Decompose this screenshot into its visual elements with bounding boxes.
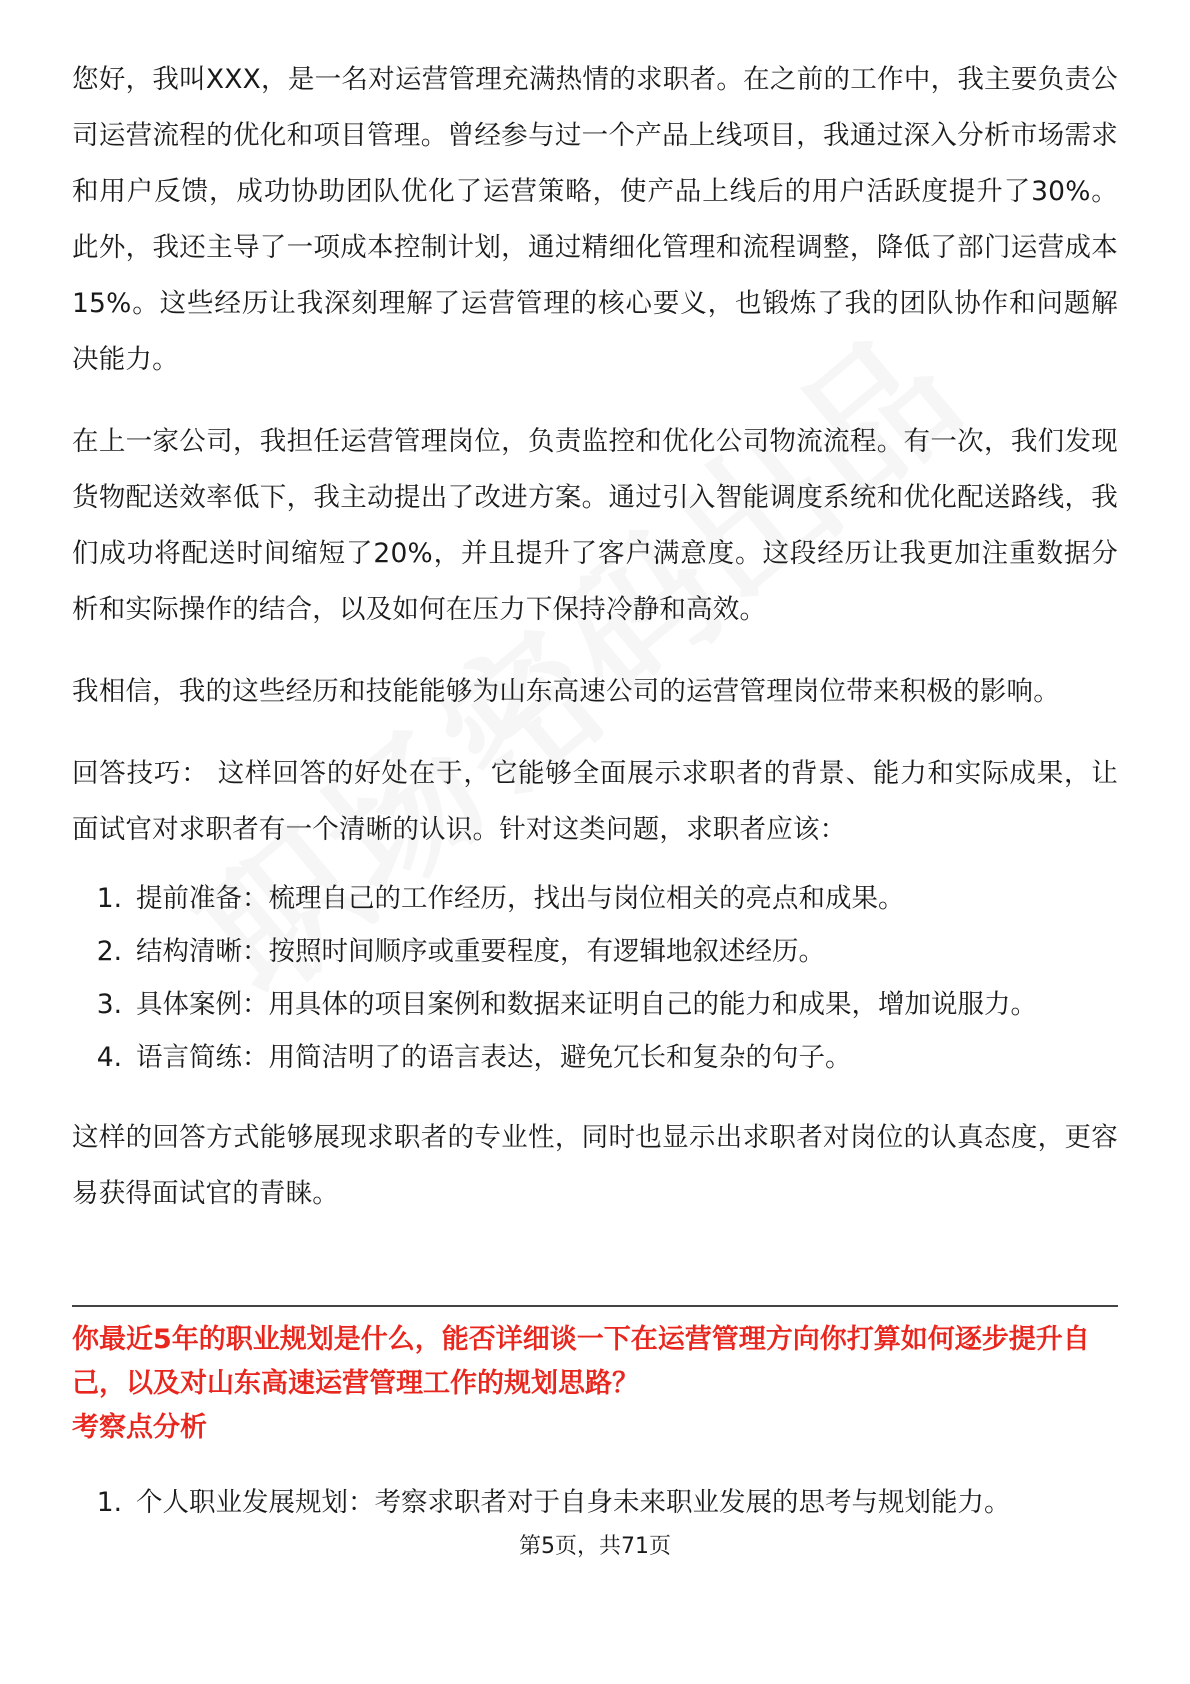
interview-question: 你最近5年的职业规划是什么，能否详细谈一下在运营管理方向你打算如何逐步提升自己，以及对山东高速运营管理工作的规划思路？ (72, 1324, 1090, 1399)
section-divider (72, 1305, 1118, 1307)
paragraph-experience: 在上一家公司，我担任运营管理岗位，负责监控和优化公司物流流程。有一次，我们发现货物配送效率低下，我主动提出了改进方案。通过引入智能调度系统和优化配送路线，我们成功将配送时间缩短了20%，并且提升了客户满意度。这段经历让我更加注重数据分析和实际操作的结合，以及如何在压力下保持冷静和高效。 (72, 426, 1118, 625)
paragraph-closing: 这样的回答方式能够展现求职者的专业性，同时也显示出求职者对岗位的认真态度，更容易获得面试官的青睐。 (72, 1122, 1118, 1209)
page-content (72, 52, 1118, 1248)
list-number: 3. (96, 989, 122, 1020)
list-item (72, 925, 1118, 978)
list-text: 提前准备：梳理自己的工作经历，找出与岗位相关的亮点和成果。 (136, 883, 905, 914)
paragraph-belief: 我相信，我的这些经历和技能能够为山东高速公司的运营管理岗位带来积极的影响。 (72, 676, 1060, 707)
list-item (72, 1031, 1118, 1084)
list-number: 2. (96, 936, 122, 967)
list-item (72, 872, 1118, 925)
tips-list (72, 872, 1118, 1084)
list-number: 1. (96, 883, 122, 914)
list-text: 个人职业发展规划：考察求职者对于自身未来职业发展的思考与规划能力。 (136, 1487, 1011, 1518)
list-number: 1. (96, 1487, 122, 1518)
section-heading: 考察点分析 (72, 1412, 207, 1443)
page-footer: 第5页，共71页 (519, 1534, 671, 1559)
list-item (72, 978, 1118, 1031)
answer-tips: 回答技巧： 这样回答的好处在于，它能够全面展示求职者的背景、能力和实际成果，让面试官对求职者有一个清晰的认识。针对这类问题，求职者应该： (72, 758, 1118, 845)
list-item (72, 1476, 1118, 1529)
list-text: 具体案例：用具体的项目案例和数据来证明自己的能力和成果，增加说服力。 (136, 989, 1037, 1020)
analysis-list (72, 1476, 1118, 1529)
list-text: 结构清晰：按照时间顺序或重要程度，有逻辑地叙述经历。 (136, 936, 825, 967)
list-text: 语言简练：用简洁明了的语言表达，避免冗长和复杂的句子。 (136, 1042, 852, 1073)
list-number: 4. (96, 1042, 122, 1073)
paragraph-intro: 您好，我叫XXX，是一名对运营管理充满热情的求职者。在之前的工作中，我主要负责公司运营流程的优化和项目管理。曾经参与过一个产品上线项目，我通过深入分析市场需求和用户反馈，成功协助团队优化了运营策略，使产品上线后的用户活跃度提升了30%。此外，我还主导了一项成本控制计划，通过精细化管理和流程调整，降低了部门运营成本15%。这些经历让我深刻理解了运营管理的核心要义，也锻炼了我的团队协作和问题解决能力。 (72, 64, 1118, 375)
